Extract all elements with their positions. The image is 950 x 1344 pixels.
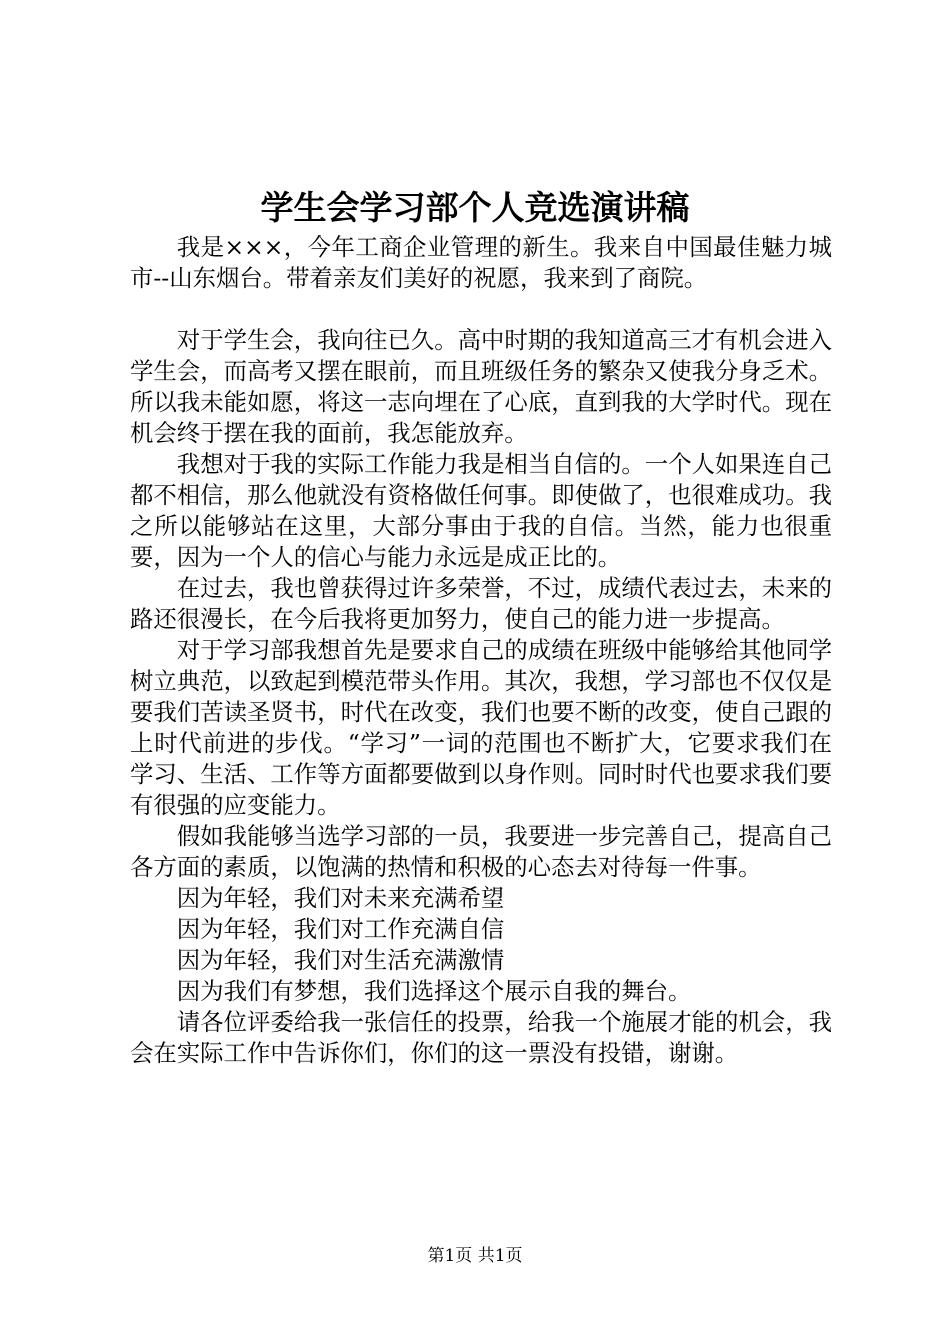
paragraph: 对于学习部我想首先是要求自己的成绩在班级中能够给其他同学树立典范，以致起到模范带头作用。其次，我想，学习部也不仅仅是要我们苦读圣贤书，时代在改变，我们也要不断的改变，使自己跟的上时代前进的步伐。“学习”一词的范围也不断扩大，它要求我们在学习、生活、工作等方面都要做到以身作则。同时时代也要求我们要有很强的应变能力。 [130,636,832,819]
paragraph: 因为年轻，我们对未来充满希望 [176,884,505,912]
page-number-footer: 第1页 共1页 [427,1246,523,1266]
paragraph-closing: 请各位评委给我一张信任的投票，给我一个施展才能的机会，我会在实际工作中告诉你们，你们的这一票没有投错，谢谢。 [130,1008,832,1067]
document-title: 学生会学习部个人竞选演讲稿 [260,188,690,227]
document-body [130,232,832,1069]
paragraph: 在过去，我也曾获得过许多荣誉，不过，成绩代表过去，未来的路还很漫长，在今后我将更加努力，使自己的能力进一步提高。 [130,574,832,633]
paragraph: 对于学生会，我向往已久。高中时期的我知道高三才有机会进入学生会，而高考又摆在眼前，而且班级任务的繁杂又使我分身乏术。所以我未能如愿，将这一志向埋在了心底，直到我的大学时代。现在机会终于摆在我的面前，我怎能放弃。 [130,326,832,447]
paragraph-intro: 我是×××，今年工商企业管理的新生。我来自中国最佳魅力城市--山东烟台。带着亲友们美好的祝愿，我来到了商院。 [130,233,832,292]
paragraph: 我想对于我的实际工作能力我是相当自信的。一个人如果连自己都不相信，那么他就没有资格做任何事。即使做了，也很难成功。我之所以能够站在这里，大部分事由于我的自信。当然，能力也很重要，因为一个人的信心与能力永远是成正比的。 [130,450,832,571]
paragraph: 因为年轻，我们对工作充满自信 [176,915,505,943]
paragraph: 假如我能够当选学习部的一员，我要进一步完善自己，提高自己各方面的素质，以饱满的热情和积极的心态去对待每一件事。 [130,822,832,881]
paragraph: 因为年轻，我们对生活充满激情 [176,946,505,974]
paragraph: 因为我们有梦想，我们选择这个展示自我的舞台。 [176,977,692,1005]
